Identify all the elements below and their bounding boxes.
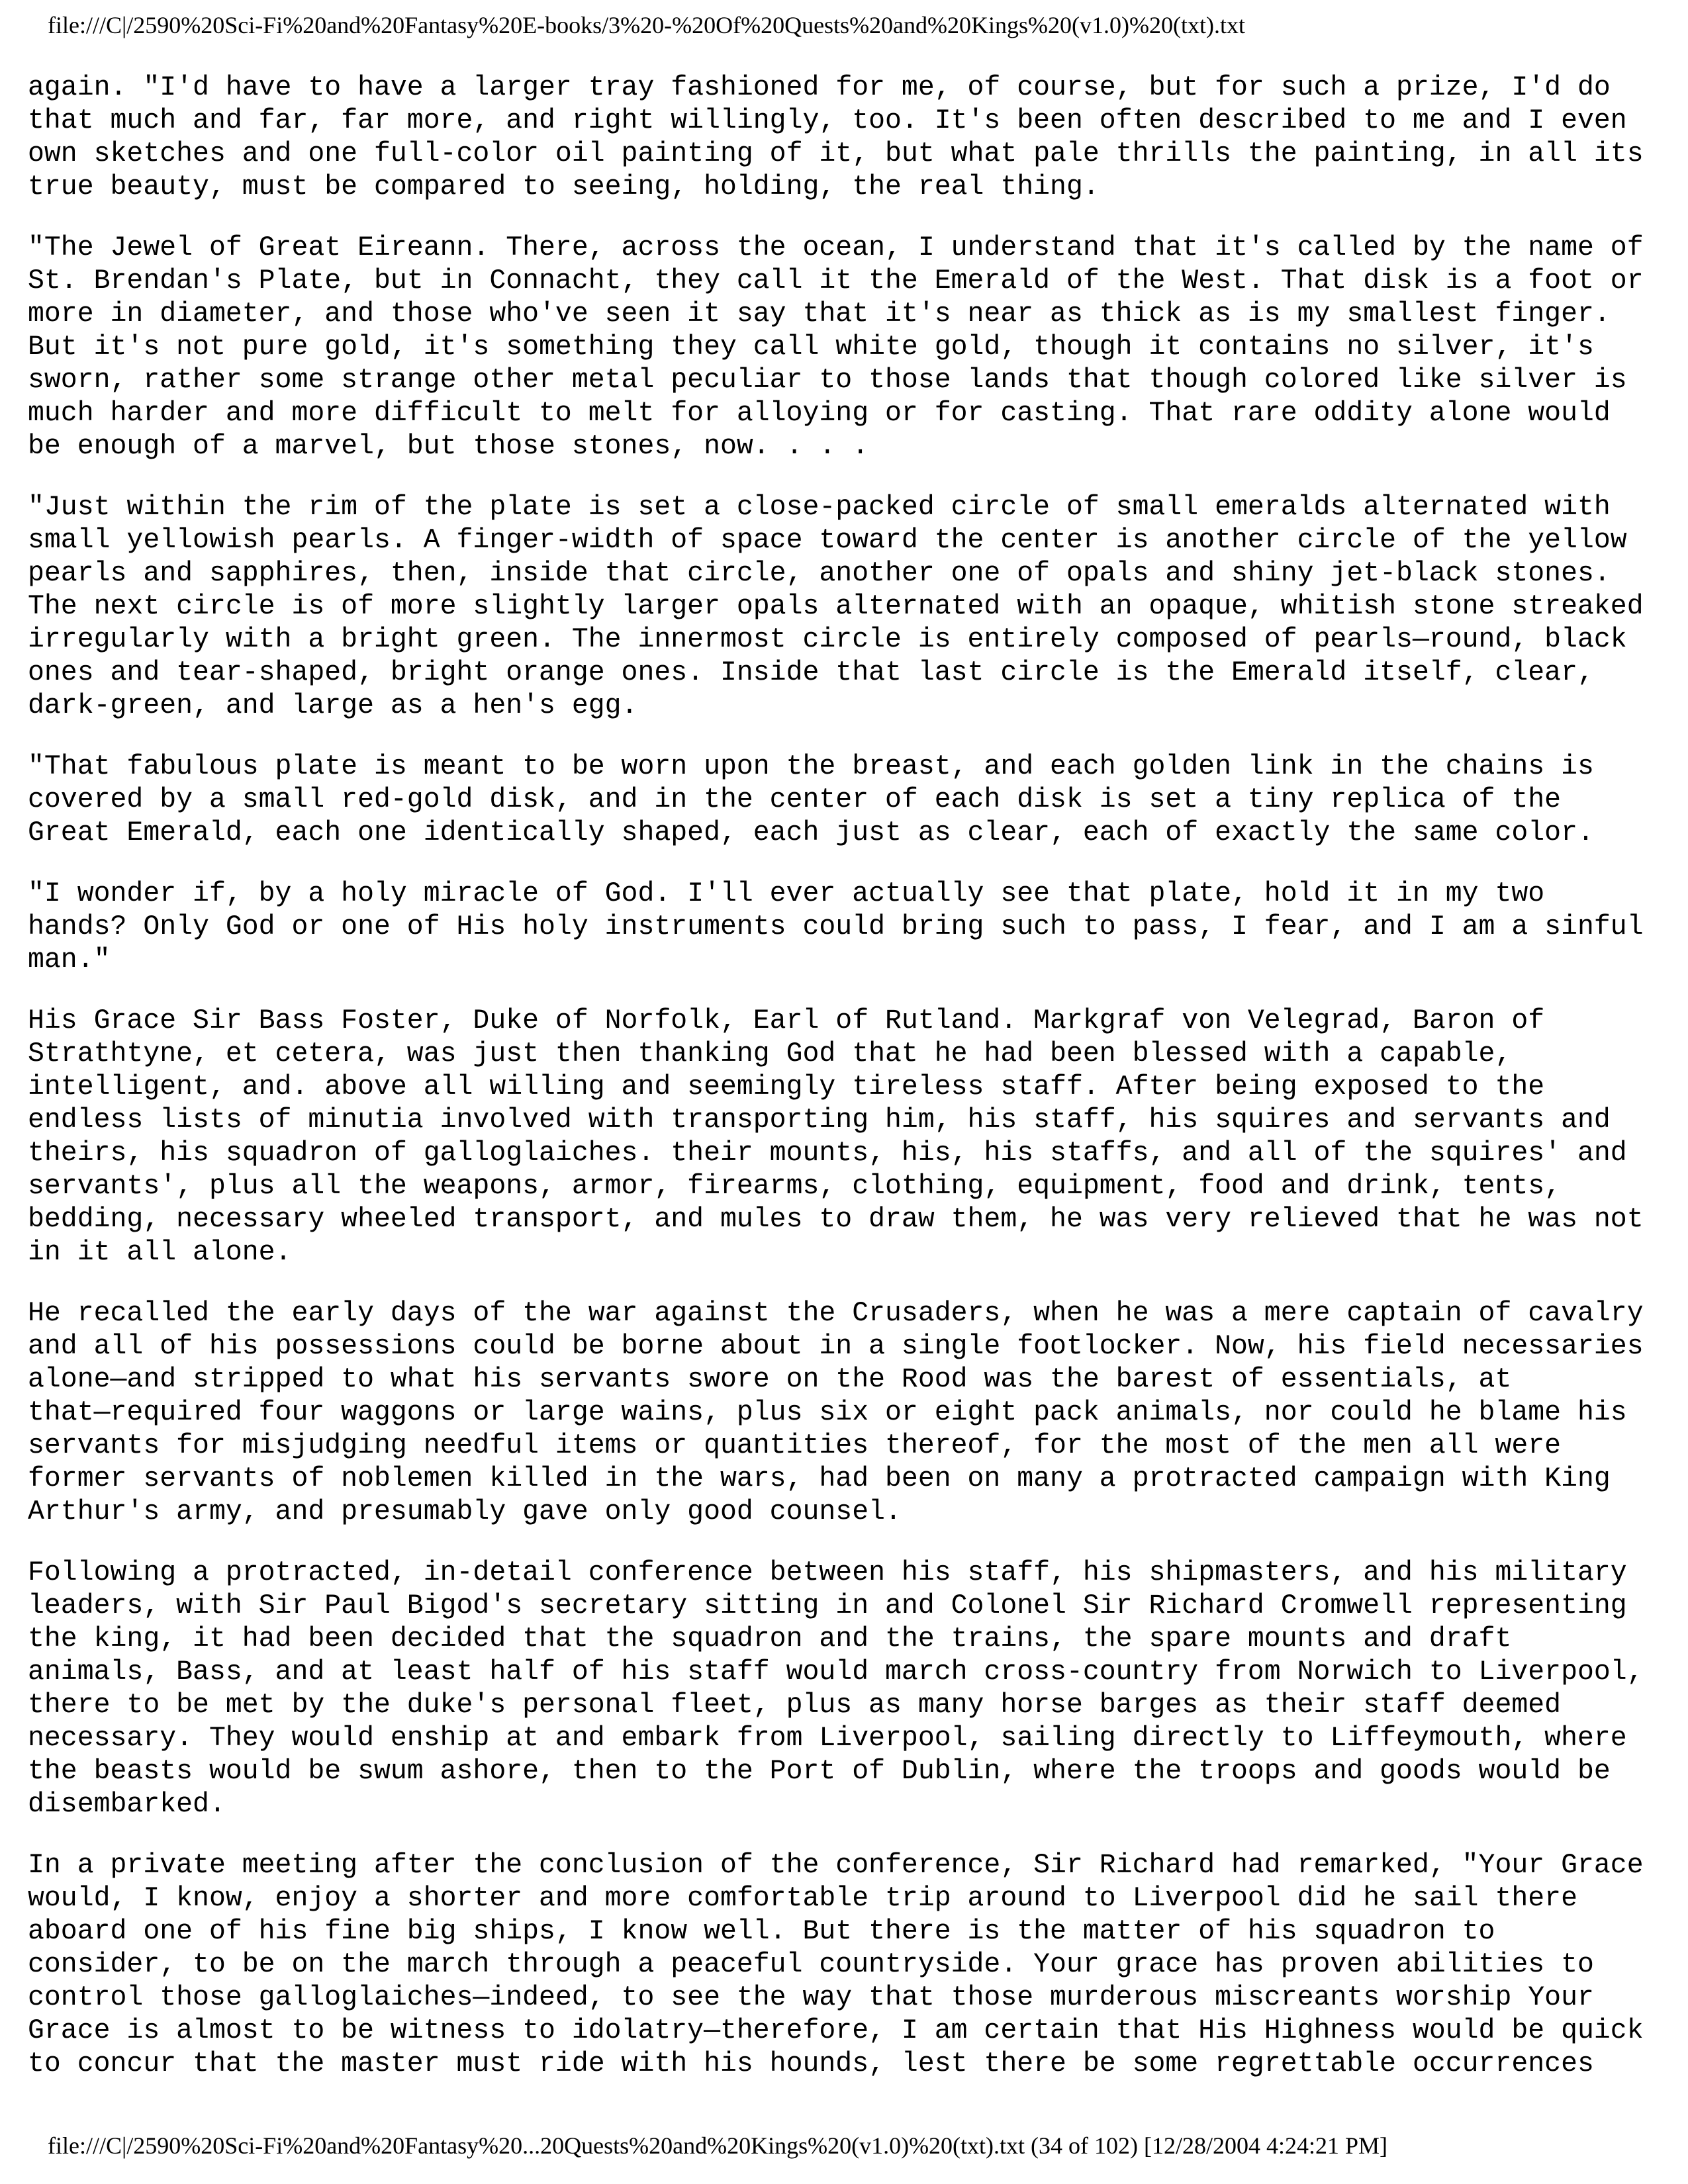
paragraph: "The Jewel of Great Eireann. There, across the ocean, I understand that it's called by the name of St. Brendan's Plate, but in Connacht, they call it the Emerald of the West. That disk is a foot or more in diameter, and those who've seen it say that it's near as thick as is my smallest finger. But it's not pure gold, it's something they call white gold, though it contains no silver, it's sworn, rather some strange other metal peculiar to those lands that though colored like silver is much harder and more difficult to melt for alloying or for casting. That rare oddity alone would be enough of a marvel, but those stones, now. . . . bbox=[28, 232, 1644, 462]
paragraph: In a private meeting after the conclusion of the conference, Sir Richard had remarked, "Your Grace would, I know, enjoy a shorter and more comfortable trip around to Liverpool did he sail there aboard one of his fine big ships, I know well. But there is the matter of his squadron to consider, to be on the march through a peaceful countryside. Your grace has proven abilities to control those galloglaiches—indeed, to see the way that those murderous miscreants worship Your Grace is almost to be witness to idolatry—therefore, I am certain that His Highness would be quick to concur that the master must ride with his hounds, lest there be some regrettable occurrences bbox=[28, 1850, 1644, 2079]
paragraph: Following a protracted, in-detail conference between his staff, his shipmasters, and his military leaders, with Sir Paul Bigod's secretary sitting in and Colonel Sir Richard Cromwell representing the king, it had been decided that the squadron and the trains, the spare mounts and draft animals, Bass, and at least half of his staff would march cross-country from Norwich to Liverpool, there to be met by the duke's personal fleet, plus as many horse barges as their staff deemed necessary. They would enship at and embark from Liverpool, sailing directly to Liffeymouth, where the beasts would be swum ashore, then to the Port of Dublin, where the troops and goods would be disembarked. bbox=[28, 1557, 1644, 1820]
document-body bbox=[28, 71, 1669, 2109]
paragraph: again. "I'd have to have a larger tray fashioned for me, of course, but for such a prize, I'd do that much and far, far more, and right willingly, too. It's been often described to me and I even own sketches and one full-color oil painting of it, but what pale thrills the painting, in all its true beauty, must be compared to seeing, holding, the real thing. bbox=[28, 72, 1644, 203]
paragraph: "Just within the rim of the plate is set a close-packed circle of small emeralds alternated with small yellowish pearls. A finger-width of space toward the center is another circle of the yellow pearls and sapphires, then, inside that circle, another one of opals and shiny jet-black stones. The next circle is of more slightly larger opals alternated with an opaque, whitish stone streaked irregularly with a bright green. The innermost circle is entirely composed of pearls—round, black ones and tear-shaped, bright orange ones. Inside that last circle is the Emerald itself, clear, dark-green, and large as a hen's egg. bbox=[28, 492, 1644, 721]
page-header-url: file:///C|/2590%20Sci-Fi%20and%20Fantasy%20E-books/3%20-%20Of%20Quests%20and%20Kings%20(v1.0)%20(txt).txt bbox=[48, 12, 1245, 38]
paragraph: "That fabulous plate is meant to be worn upon the breast, and each golden link in the chains is covered by a small red-gold disk, and in the center of each disk is set a tiny replica of the Great Emerald, each one identically shaped, each just as clear, each of exactly the same color. bbox=[28, 751, 1594, 848]
paragraph: He recalled the early days of the war against the Crusaders, when he was a mere captain of cavalry and all of his possessions could be borne about in a single footlocker. Now, his field necessaries alone—and stripped to what his servants swore on the Rood was the barest of essentials, at that—required four waggons or large wains, plus six or eight pack animals, nor could he blame his servants for misjudging needful items or quantities thereof, for the most of the men all were former servants of noblemen killed in the wars, had been on many a protracted campaign with King Arthur's army, and presumably gave only good counsel. bbox=[28, 1298, 1644, 1527]
paragraph: His Grace Sir Bass Foster, Duke of Norfolk, Earl of Rutland. Markgraf von Velegrad, Baron of Strathtyne, et cetera, was just then thanking God that he had been blessed with a capable, intelligent, and. above all willing and seemingly tireless staff. After being exposed to the endless lists of minutia involved with transporting him, his staff, his squires and servants and theirs, his squadron of galloglaiches. their mounts, his, his staffs, and all of the squires' and servants', plus all the weapons, armor, firearms, clothing, equipment, food and drink, tents, bedding, necessary wheeled transport, and mules to draw them, he was very relieved that he was not in it all alone. bbox=[28, 1005, 1644, 1268]
page-footer-url: file:///C|/2590%20Sci-Fi%20and%20Fantasy%20...20Quests%20and%20Kings%20(v1.0)%20(txt).txt (34 of 102) [12/28/2004 4:24:21 PM] bbox=[48, 2132, 1388, 2159]
paragraph: "I wonder if, by a holy miracle of God. I'll ever actually see that plate, hold it in my two hands? Only God or one of His holy instruments could bring such to pass, I fear, and I am a sinful man." bbox=[28, 878, 1644, 976]
